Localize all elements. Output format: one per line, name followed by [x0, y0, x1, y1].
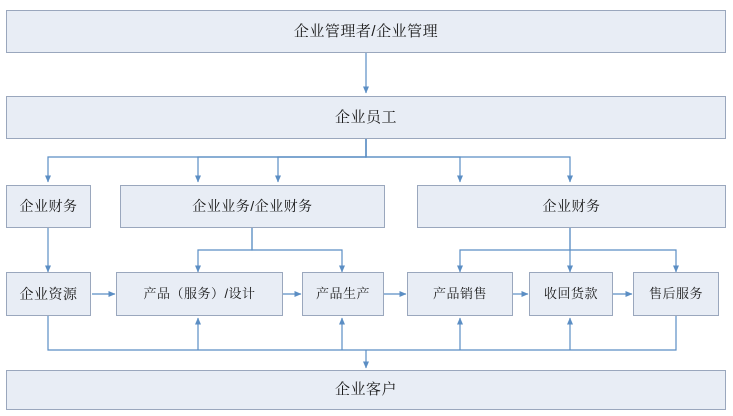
- connector-customer-bus: [48, 316, 676, 350]
- connector-staff-business-2: [278, 139, 366, 182]
- node-manager[interactable]: [6, 10, 726, 53]
- node-manager-label: 企业管理者/企业管理: [293, 22, 439, 40]
- node-aftersales[interactable]: [633, 272, 719, 316]
- connector-staff-business: [198, 139, 366, 182]
- node-sales[interactable]: [407, 272, 513, 316]
- node-staff-label: 企业员工: [334, 108, 397, 126]
- node-production-label: 产品生产: [315, 286, 370, 302]
- node-sales-label: 产品销售: [432, 286, 487, 302]
- node-customer-label: 企业客户: [334, 381, 397, 398]
- node-staff[interactable]: [6, 96, 726, 139]
- node-finance-right[interactable]: [417, 185, 726, 228]
- node-production[interactable]: [302, 272, 384, 316]
- node-customer[interactable]: [6, 370, 726, 410]
- connector-staff-finance-right-2: [366, 139, 570, 182]
- node-aftersales-label: 售后服务: [648, 286, 703, 302]
- connector-finance-right-sales: [460, 228, 570, 272]
- node-design[interactable]: [116, 272, 283, 316]
- node-finance-right-label: 企业财务: [542, 198, 601, 215]
- node-resource[interactable]: [6, 272, 91, 316]
- node-business-label: 企业业务/企业财务: [192, 198, 313, 215]
- connector-staff-finance-right: [366, 139, 460, 182]
- node-resource-label: 企业资源: [19, 285, 78, 302]
- connector-staff-finance-left: [48, 139, 366, 182]
- connector-finance-right-aftersales: [570, 250, 676, 272]
- node-payment[interactable]: [529, 272, 613, 316]
- node-finance-left[interactable]: [6, 185, 91, 228]
- node-business[interactable]: [120, 185, 385, 228]
- node-design-label: 产品（服务）/设计: [143, 286, 256, 302]
- connector-business-production: [252, 228, 342, 272]
- node-payment-label: 收回货款: [543, 286, 598, 302]
- node-finance-left-label: 企业财务: [19, 198, 78, 215]
- connector-business-design: [198, 228, 252, 272]
